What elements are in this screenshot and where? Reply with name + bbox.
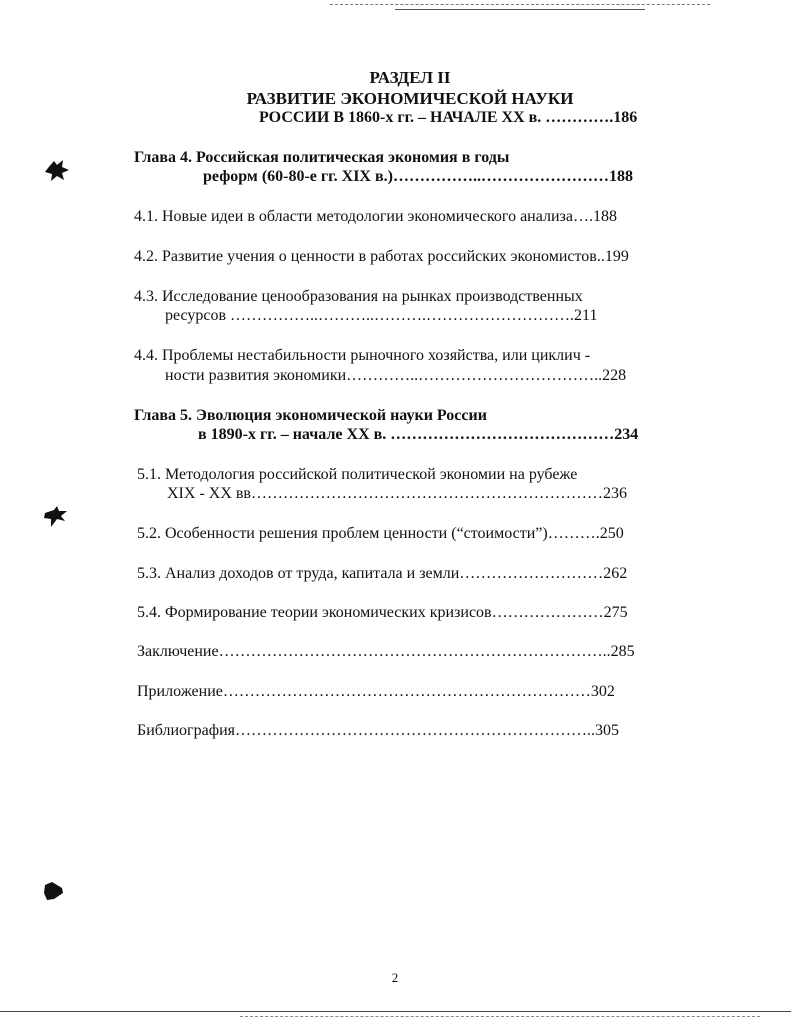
- toc-item-4-3-line2: ресурсов ……………..………..……….……………………….211: [165, 307, 598, 324]
- toc-item-4-4-line1: 4.4. Проблемы нестабильности рыночного хозяйства, или циклич -: [134, 347, 591, 364]
- toc-item-5-1-line2: XIX - XX вв…………………………………………………………236: [167, 485, 627, 502]
- chapter5-title-line1: Глава 5. Эволюция экономической науки России: [134, 407, 487, 424]
- scan-artifact-top-line: [395, 9, 645, 10]
- toc-bibliography: Библиография…………………………………………………………..305: [137, 722, 619, 739]
- section-title-line1: РАЗВИТИЕ ЭКОНОМИЧЕСКОЙ НАУКИ: [246, 89, 574, 108]
- toc-appendix: Приложение……………………………………………………………302: [137, 683, 615, 700]
- toc-item-5-3: 5.3. Анализ доходов от труда, капитала и земли………………………262: [137, 565, 628, 582]
- toc-conclusion: Заключение………………………………………………………………..285: [137, 643, 635, 660]
- toc-item-4-4-line2: ности развития экономики…………..……………………………..228: [165, 367, 627, 384]
- scan-artifact-bottom-line: [240, 1016, 760, 1017]
- section-label: РАЗДЕЛ II: [369, 68, 451, 87]
- chapter4-title-line2: реформ (60-80-е гг. XIX в.)……………..……………………188: [203, 168, 633, 185]
- scan-artifact-bottom: [0, 1011, 791, 1012]
- ink-blot-1: [44, 158, 70, 182]
- page-number: 2: [391, 970, 399, 985]
- ink-blot-2: [42, 505, 68, 529]
- chapter5-title-line2: в 1890-х гг. – начале XX в. ……………………………………234: [198, 426, 639, 443]
- toc-item-4-3-line1: 4.3. Исследование ценообразования на рынках производственных: [134, 288, 583, 305]
- section-title-line2: РОССИИ В 1860-х гг. – НАЧАЛЕ XX в. ………….186: [259, 109, 638, 126]
- ink-blot-3: [42, 880, 64, 902]
- toc-item-5-1-line1: 5.1. Методология российской политической экономии на рубеже: [137, 466, 578, 483]
- toc-item-5-2: 5.2. Особенности решения проблем ценности (“стоимости”)……….250: [137, 525, 624, 542]
- toc-item-5-4: 5.4. Формирование теории экономических кризисов…………………275: [137, 604, 628, 621]
- toc-item-4-1: 4.1. Новые идеи в области методологии экономического анализа….188: [134, 208, 617, 225]
- toc-item-4-2: 4.2. Развитие учения о ценности в работах российских экономистов..199: [134, 248, 629, 265]
- scan-artifact-top: [330, 4, 710, 5]
- chapter4-title-line1: Глава 4. Российская политическая экономия в годы: [134, 149, 510, 166]
